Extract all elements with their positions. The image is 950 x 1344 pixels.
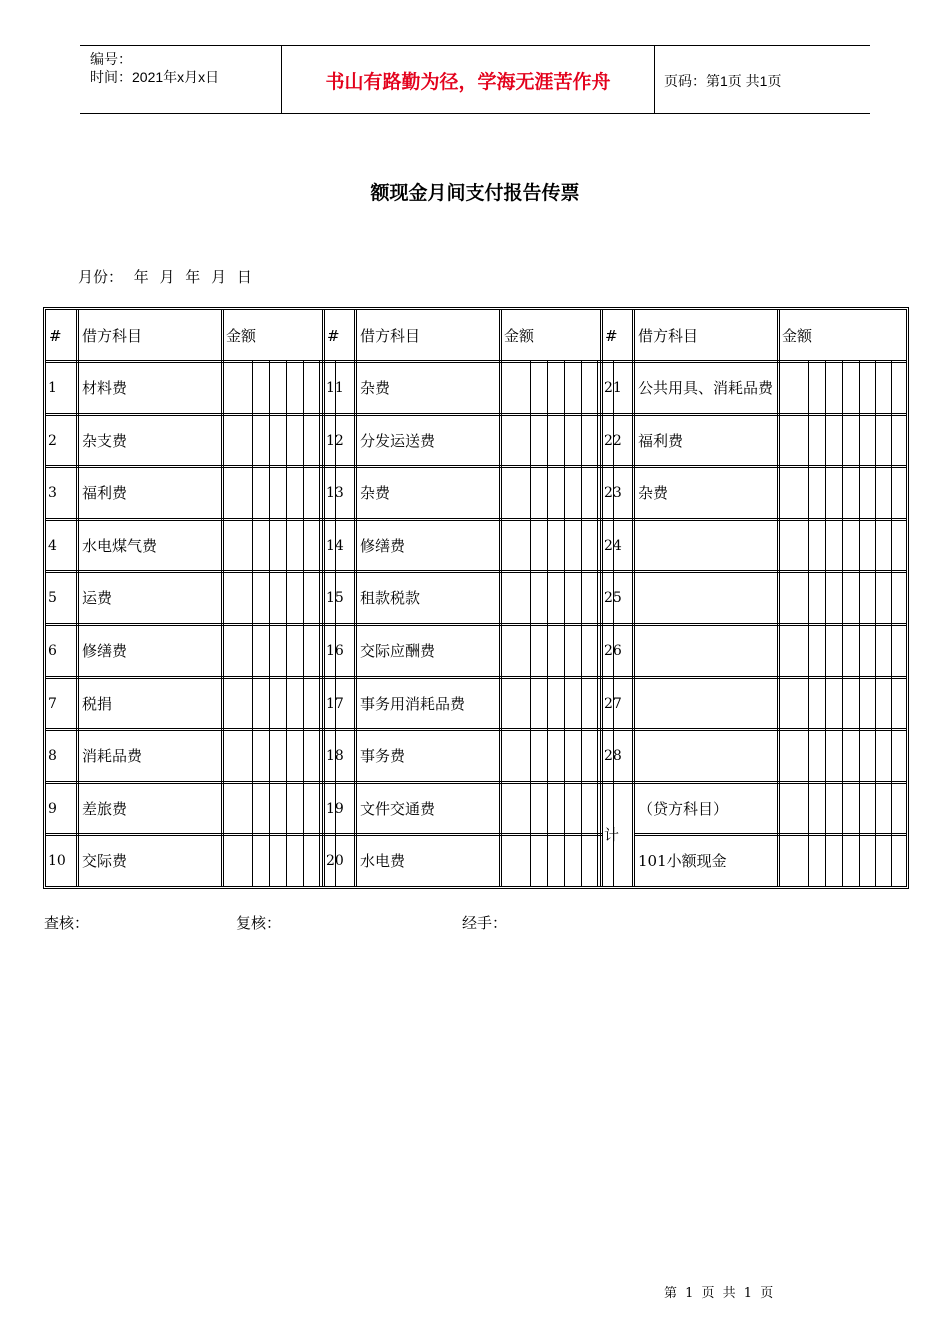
- debit-account-name: [638, 678, 777, 730]
- header-divider-right: [654, 46, 655, 113]
- amount-digit-rule: [252, 360, 253, 886]
- credit-account-header: （贷方科目）: [638, 799, 729, 818]
- row-number: 24: [604, 537, 622, 554]
- row-number: 1: [48, 380, 57, 396]
- debit-account-name: 水电费: [360, 852, 406, 871]
- debit-account-name: 差旅费: [82, 799, 128, 818]
- time-label: 时间：2021年x月x日: [90, 69, 220, 85]
- col-header-account: 借方科目: [82, 327, 143, 345]
- amount-digit-rule: [875, 360, 876, 886]
- amount-digit-rule: [564, 360, 565, 886]
- header-top-rule: [80, 45, 870, 46]
- debit-account-name: 杂费: [360, 379, 391, 397]
- amount-digit-rule: [891, 360, 892, 886]
- check-signature-label: 查核：: [44, 914, 90, 932]
- debit-account-name: 分发运送费: [360, 431, 436, 450]
- row-number: 19: [326, 800, 344, 817]
- debit-account-name: 福利费: [638, 431, 684, 450]
- amount-digit-rule: [842, 360, 843, 886]
- row-number: 21: [604, 380, 622, 396]
- row-number: 9: [48, 800, 57, 817]
- row-number: 4: [48, 537, 57, 554]
- group-divider: [322, 310, 325, 886]
- row-number: 18: [326, 748, 344, 765]
- handler-signature-label: 经手：: [462, 914, 508, 932]
- col-header-no: #: [49, 327, 62, 345]
- row-number: 13: [326, 485, 344, 502]
- payment-report-table: [43, 307, 909, 889]
- amount-digit-rule: [319, 360, 320, 886]
- amount-column-rule: [499, 310, 502, 886]
- row-number: 27: [604, 695, 622, 712]
- col-header-no: #: [327, 327, 340, 345]
- col-header-account: 借方科目: [360, 327, 421, 345]
- motto-banner: 书山有路勤为径，学海无涯苦作舟: [325, 71, 611, 93]
- debit-account-name: 交际费: [82, 852, 128, 871]
- amount-digit-rule: [269, 360, 270, 886]
- debit-account-name: 税捐: [82, 694, 113, 713]
- debit-account-name: [638, 520, 777, 572]
- amount-digit-rule: [859, 360, 860, 886]
- debit-account-name: 修缮费: [82, 642, 128, 660]
- amount-digit-rule: [530, 360, 531, 886]
- credit-account-name: 101小额现金: [638, 852, 727, 871]
- amount-column-rule: [221, 310, 224, 886]
- amount-digit-rule: [547, 360, 548, 886]
- row-number: 16: [326, 643, 344, 659]
- row-number: 10: [48, 853, 66, 870]
- total-label: 计: [604, 826, 620, 845]
- row-number: 20: [326, 853, 344, 870]
- row-number: 2: [48, 432, 57, 449]
- debit-account-name: 杂费: [638, 484, 669, 503]
- col-header-amount: 金额: [504, 327, 535, 345]
- debit-account-name: 公共用具、消耗品费: [638, 379, 774, 397]
- debit-account-name: 福利费: [82, 484, 128, 503]
- row-number: 12: [326, 432, 344, 449]
- amount-digit-rule: [597, 360, 598, 886]
- debit-account-name: 水电煤气费: [82, 536, 158, 555]
- row-number: 22: [604, 432, 622, 449]
- debit-account-name: 杂费: [360, 484, 391, 503]
- col-header-account: 借方科目: [638, 327, 699, 345]
- row-number: 3: [48, 485, 57, 502]
- debit-account-name: 修缮费: [360, 536, 406, 555]
- row-number: 28: [604, 748, 622, 765]
- row-number: 7: [48, 695, 57, 712]
- amount-digit-rule: [808, 360, 809, 886]
- debit-account-name: 租款税款: [360, 589, 421, 608]
- debit-account-name: 交际应酬费: [360, 642, 436, 660]
- debit-account-name: 文件交通费: [360, 799, 436, 818]
- debit-account-name: [638, 730, 777, 782]
- amount-digit-rule: [286, 360, 287, 886]
- amount-column-rule: [777, 310, 780, 886]
- debit-account-name: 运费: [82, 589, 113, 608]
- row-number: 23: [604, 485, 622, 502]
- debit-account-name: 杂支费: [82, 431, 128, 450]
- row-number: 25: [604, 590, 622, 607]
- debit-account-name: 事务用消耗品费: [360, 694, 466, 713]
- row-number: 11: [326, 380, 344, 396]
- group-divider: [600, 310, 603, 886]
- amount-digit-rule: [825, 360, 826, 886]
- col-header-amount: 金额: [782, 327, 813, 345]
- col-header-no: #: [605, 327, 618, 345]
- row-number: 5: [48, 590, 57, 607]
- row-number: 14: [326, 537, 344, 554]
- document-title: 额现金月间支付报告传票: [370, 182, 580, 204]
- row-number: 17: [326, 695, 344, 712]
- review-signature-label: 复核：: [236, 914, 282, 932]
- row-number: 8: [48, 748, 57, 765]
- debit-account-name: [638, 572, 777, 624]
- row-number: 15: [326, 590, 344, 607]
- row-number: 6: [48, 643, 57, 659]
- serial-label: 编号：: [90, 51, 132, 67]
- debit-account-name: 事务费: [360, 747, 406, 766]
- debit-account-name: 材料费: [82, 379, 128, 397]
- debit-account-name: [638, 625, 777, 677]
- page-footer: 第 1 页 共 1 页: [664, 1286, 774, 1301]
- header-bottom-rule: [80, 113, 870, 114]
- month-field: 月份： 年 月 年 月 日: [78, 268, 252, 286]
- col-header-amount: 金额: [226, 327, 257, 345]
- page-info: 页码：第1页 共1页: [664, 73, 782, 89]
- debit-account-name: 消耗品费: [82, 747, 143, 766]
- row-number: 26: [604, 643, 622, 659]
- amount-digit-rule: [581, 360, 582, 886]
- amount-digit-rule: [303, 360, 304, 886]
